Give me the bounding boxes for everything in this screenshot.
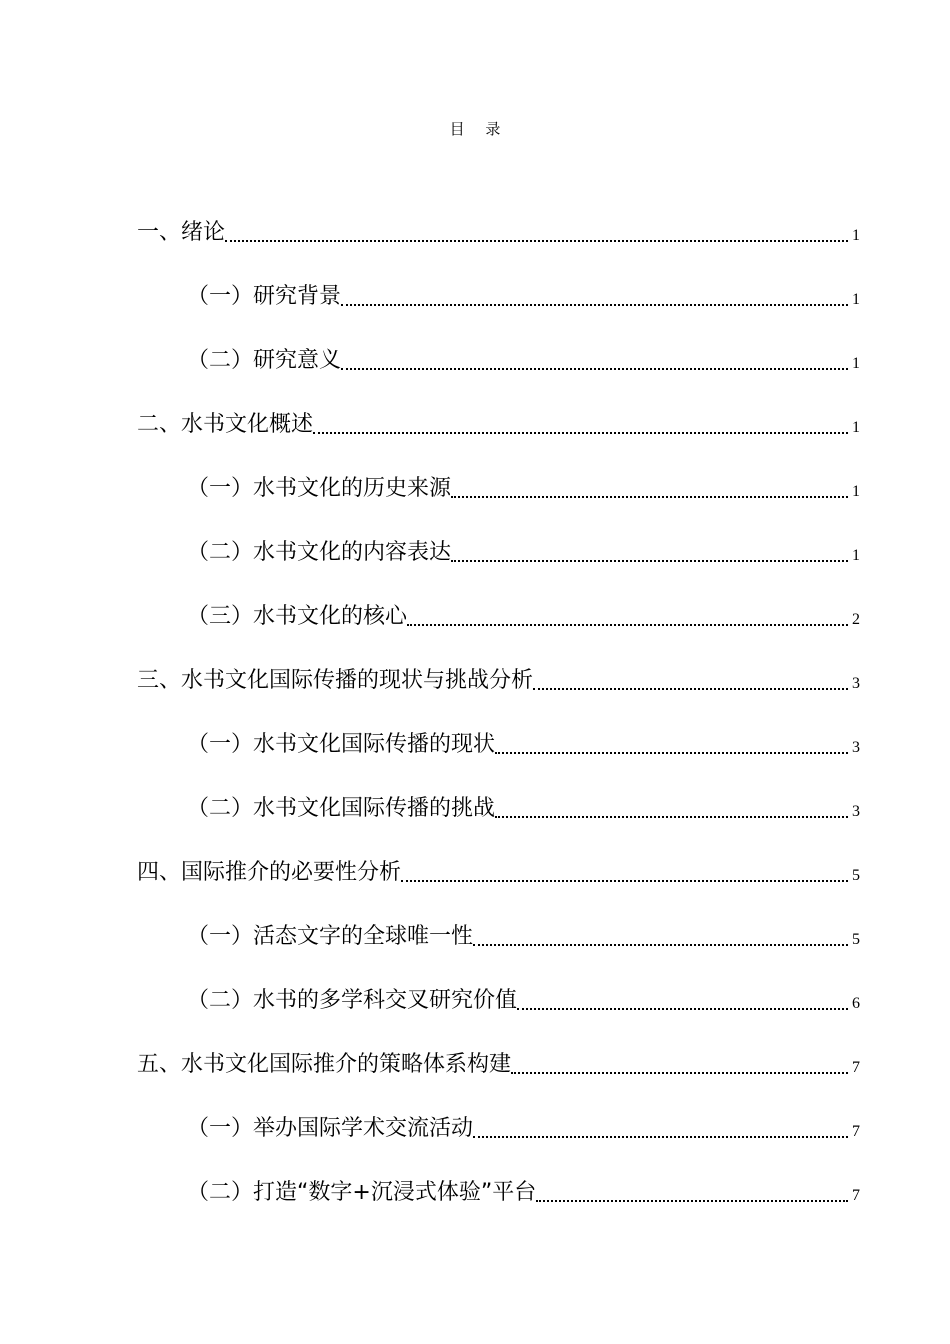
toc-entry[interactable] <box>137 250 860 314</box>
toc-leader-dots <box>407 624 848 626</box>
toc-entry[interactable] <box>137 1082 860 1146</box>
toc-entry-text: （一）活态文字的全球唯一性 <box>187 924 474 949</box>
toc-entry-text: 一、绪论 <box>137 220 226 245</box>
toc-entry-page-number: 2 <box>852 611 860 628</box>
toc-leader-dots <box>517 1008 848 1010</box>
toc-leader-dots <box>536 1200 848 1202</box>
toc-entry-page-number: 1 <box>852 355 860 372</box>
toc-entry-text: （二）研究意义 <box>187 348 342 373</box>
toc-leader-dots <box>451 560 848 562</box>
toc-entry-page-number: 1 <box>852 291 860 308</box>
toc-title: 目 录 <box>449 120 509 138</box>
toc-entry-text: （二）水书文化的内容表达 <box>187 540 452 565</box>
toc-entry-text: （一）研究背景 <box>187 284 342 309</box>
toc-entry-page-number: 5 <box>852 867 860 884</box>
toc-entry[interactable] <box>137 442 860 506</box>
toc-leader-dots <box>225 240 848 242</box>
toc-entry[interactable] <box>137 954 860 1018</box>
toc-entry-text: （二）打造“数字+沉浸式体验”平台 <box>187 1180 537 1205</box>
toc-entry-page-number: 7 <box>852 1123 860 1140</box>
toc-entry-page-number: 1 <box>852 419 860 436</box>
toc-entry-text: （二）水书的多学科交叉研究价值 <box>187 988 518 1013</box>
toc-entry[interactable] <box>137 506 860 570</box>
toc-entry-page-number: 5 <box>852 931 860 948</box>
toc-entry-page-number: 1 <box>852 547 860 564</box>
toc-entry[interactable] <box>137 378 860 442</box>
toc-entry-page-number: 3 <box>852 675 860 692</box>
toc-entry-page-number: 3 <box>852 739 860 756</box>
toc-entry-text: 四、国际推介的必要性分析 <box>137 860 402 885</box>
toc-entry-text: 二、水书文化概述 <box>137 412 314 437</box>
toc-entry-text: （三）水书文化的核心 <box>187 604 408 629</box>
toc-entry-page-number: 7 <box>852 1059 860 1076</box>
toc-entry-page-number: 1 <box>852 483 860 500</box>
toc-entry[interactable] <box>137 570 860 634</box>
toc-entry[interactable] <box>137 826 860 890</box>
toc-entry[interactable] <box>137 314 860 378</box>
toc-entry-text: （一）水书文化国际传播的现状 <box>187 732 496 757</box>
toc-entry-page-number: 7 <box>852 1187 860 1204</box>
toc-leader-dots <box>341 368 848 370</box>
toc-leader-dots <box>451 496 848 498</box>
toc-leader-dots <box>495 752 848 754</box>
toc-entry[interactable] <box>137 1146 860 1210</box>
toc-entry[interactable] <box>137 890 860 954</box>
toc-leader-dots <box>341 304 848 306</box>
toc-leader-dots <box>313 432 848 434</box>
toc-entry[interactable] <box>137 762 860 826</box>
toc-entry[interactable] <box>137 186 860 250</box>
toc-entry-page-number: 1 <box>852 227 860 244</box>
toc-entry-text: （一）水书文化的历史来源 <box>187 476 452 501</box>
toc-leader-dots <box>473 944 848 946</box>
toc-entry-text: （二）水书文化国际传播的挑战 <box>187 796 496 821</box>
toc-entry[interactable] <box>137 1018 860 1082</box>
toc-leader-dots <box>473 1136 848 1138</box>
toc-leader-dots <box>533 688 848 690</box>
toc-entry-text: 三、水书文化国际传播的现状与挑战分析 <box>137 668 534 693</box>
toc-entry-page-number: 3 <box>852 803 860 820</box>
toc-leader-dots <box>495 816 848 818</box>
toc-entry-text: （一）举办国际学术交流活动 <box>187 1116 474 1141</box>
toc-entry-text: 五、水书文化国际推介的策略体系构建 <box>137 1052 512 1077</box>
toc-entry[interactable] <box>137 698 860 762</box>
toc-leader-dots <box>511 1072 848 1074</box>
toc-entry[interactable] <box>137 634 860 698</box>
toc-entry-page-number: 6 <box>852 995 860 1012</box>
table-of-contents <box>137 186 860 1210</box>
toc-leader-dots <box>401 880 848 882</box>
